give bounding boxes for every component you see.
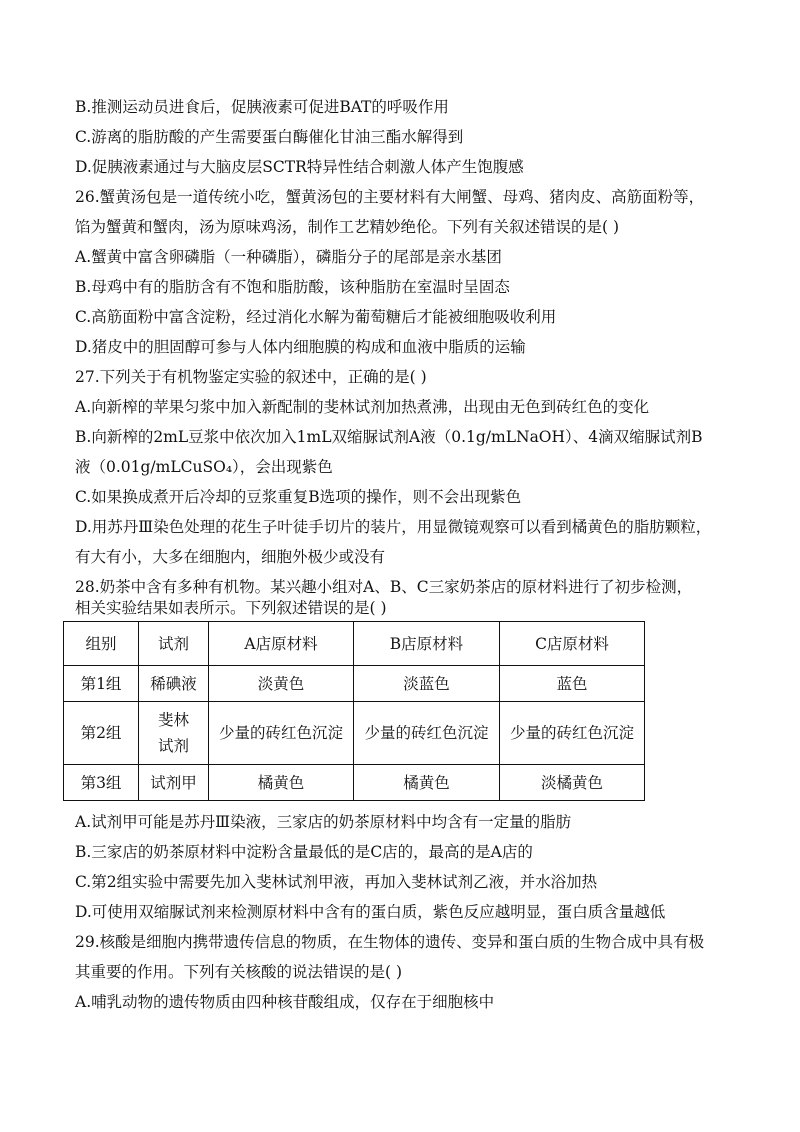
option-c-q28: C.第2组实验中需要先加入斐林试剂甲液，再加入斐林试剂乙液，并水浴加热 xyxy=(75,873,598,891)
table-cell: 蓝色 xyxy=(500,666,645,702)
table-header-cell: 组别 xyxy=(64,622,139,666)
option-b-q27-line1: B.向新榨的2mL豆浆中依次加入1mL双缩脲试剂A液（0.1g/mLNaOH）、4滴双缩脲试剂B xyxy=(75,428,703,446)
table-cell: 少量的砖红色沉淀 xyxy=(500,702,645,765)
option-b-q25: B.推测运动员进食后，促胰液素可促进BAT的呼吸作用 xyxy=(75,98,449,116)
option-b-q28: B.三家店的奶茶原材料中淀粉含量最低的是C店的，最高的是A店的 xyxy=(75,843,533,861)
table-cell: 淡黄色 xyxy=(209,666,354,702)
question-26-stem-line1: 26.蟹黄汤包是一道传统小吃，蟹黄汤包的主要材料有大闸蟹、母鸡、猪肉皮、高筋面粉等， xyxy=(75,188,705,206)
option-a-q26: A.蟹黄中富含卵磷脂（一种磷脂），磷脂分子的尾部是亲水基团 xyxy=(75,248,502,266)
table-header-cell: C店原材料 xyxy=(500,622,645,666)
table-cell: 第3组 xyxy=(64,765,139,801)
question-29-stem-line1: 29.核酸是细胞内携带遗传信息的物质，在生物体的遗传、变异和蛋白质的生物合成中具有极 xyxy=(75,933,705,951)
option-d-q27-line1: D.用苏丹Ⅲ染色处理的花生子叶徒手切片的装片，用显微镜观察可以看到橘黄色的脂肪颗粒， xyxy=(75,518,712,536)
option-d-q25: D.促胰液素通过与大脑皮层SCTR特异性结合刺激人体产生饱腹感 xyxy=(75,158,524,176)
table-row xyxy=(64,702,645,765)
table-cell: 第1组 xyxy=(64,666,139,702)
question-29-stem-line2: 其重要的作用。下列有关核酸的说法错误的是( ) xyxy=(75,963,403,981)
table-cell: 第2组 xyxy=(64,702,139,765)
question-26-stem-line2: 馅为蟹黄和蟹肉，汤为原味鸡汤，制作工艺精妙绝伦。下列有关叙述错误的是( ) xyxy=(75,218,620,236)
table-cell: 少量的砖红色沉淀 xyxy=(209,702,354,765)
table-row xyxy=(64,666,645,702)
table-cell: 斐林试剂 xyxy=(139,702,209,765)
option-d-q26: D.猪皮中的胆固醇可参与人体内细胞膜的构成和血液中脂质的运输 xyxy=(75,338,526,356)
option-a-q27: A.向新榨的苹果匀浆中加入新配制的斐林试剂加热煮沸，出现由无色到砖红色的变化 xyxy=(75,398,650,416)
table-cell: 橘黄色 xyxy=(354,765,500,801)
table-cell: 稀碘液 xyxy=(139,666,209,702)
option-c-q25: C.游离的脂肪酸的产生需要蛋白酶催化甘油三酯水解得到 xyxy=(75,128,464,146)
option-a-q28: A.试剂甲可能是苏丹Ⅲ染液，三家店的奶茶原材料中均含有一定量的脂肪 xyxy=(75,813,572,831)
option-c-q27: C.如果换成煮开后冷却的豆浆重复B选项的操作，则不会出现紫色 xyxy=(75,488,522,506)
table-row xyxy=(64,765,645,801)
table-header-cell: A店原材料 xyxy=(209,622,354,666)
question-28-stem-line2: 相关实验结果如表所示。下列叙述错误的是( ) xyxy=(75,599,387,617)
question-28-stem-line1: 28.奶茶中含有多种有机物。某兴趣小组对A、B、C三家奶茶店的原材料进行了初步检测， xyxy=(75,578,693,596)
table-header-cell: B店原材料 xyxy=(354,622,500,666)
option-b-q27-line2: 液（0.01g/mLCuSO₄），会出现紫色 xyxy=(75,458,333,476)
option-d-q27-line2: 有大有小，大多在细胞内，细胞外极少或没有 xyxy=(75,548,386,566)
table-cell: 橘黄色 xyxy=(209,765,354,801)
option-a-q29: A.哺乳动物的遗传物质由四种核苷酸组成，仅存在于细胞核中 xyxy=(75,993,495,1011)
table-cell: 试剂甲 xyxy=(139,765,209,801)
table-cell: 淡蓝色 xyxy=(354,666,500,702)
table-cell: 淡橘黄色 xyxy=(500,765,645,801)
table-header-row xyxy=(64,622,645,666)
results-table xyxy=(63,621,645,801)
question-27-stem: 27.下列关于有机物鉴定实验的叙述中，正确的是( ) xyxy=(75,368,427,386)
option-b-q26: B.母鸡中有的脂肪含有不饱和脂肪酸，该种脂肪在室温时呈固态 xyxy=(75,278,510,296)
option-c-q26: C.高筋面粉中富含淀粉，经过消化水解为葡萄糖后才能被细胞吸收利用 xyxy=(75,308,557,326)
table-cell: 少量的砖红色沉淀 xyxy=(354,702,500,765)
option-d-q28: D.可使用双缩脲试剂来检测原材料中含有的蛋白质，紫色反应越明显，蛋白质含量越低 xyxy=(75,903,666,921)
table-header-cell: 试剂 xyxy=(139,622,209,666)
